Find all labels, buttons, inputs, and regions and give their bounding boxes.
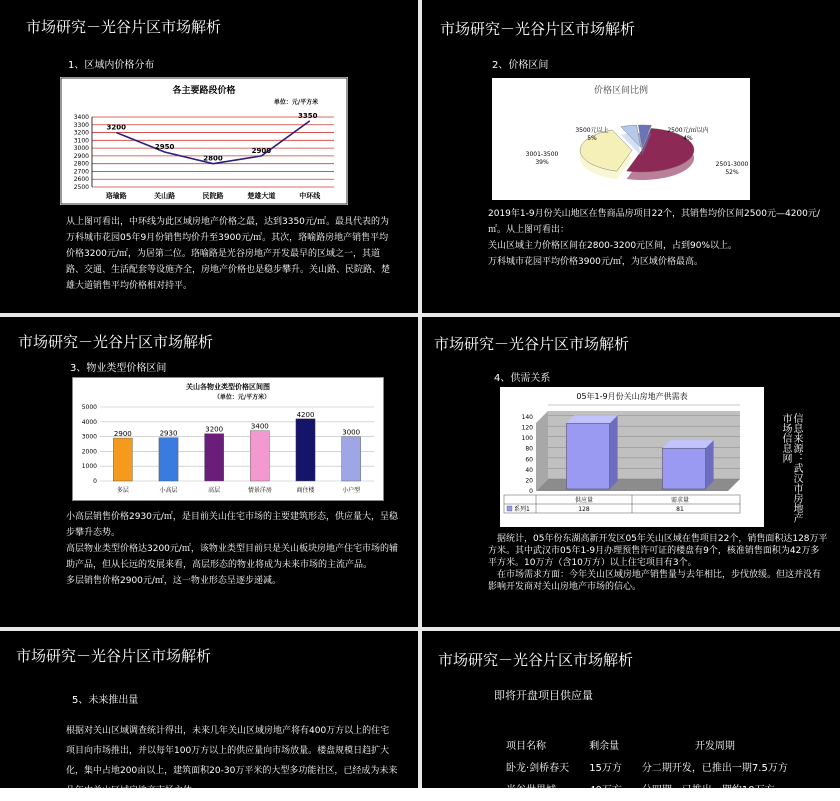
table-header-row (496, 733, 798, 755)
table-cell: 分二期开发，已推出一期7.5万方 (641, 762, 788, 774)
bar (342, 437, 361, 481)
y-tick-label: 3000 (73, 145, 89, 153)
supply-demand-chart (500, 387, 764, 527)
x-tick-label: 需求量 (670, 497, 690, 504)
slide-title: 市场研究－光谷片区市场解析 (18, 333, 214, 351)
data-label: 128 (578, 506, 590, 513)
chart-frame (61, 78, 347, 204)
body-line: 2019年1-9月份关山地区在售商品房项目22个，其销售均价区间2500元—4200元/㎡。从上图可看出： (488, 209, 820, 235)
body-line: 万科城市花园平均价格3900元/㎡，为区域价格最高。 (488, 257, 703, 267)
y-tick-label: 2600 (73, 176, 89, 184)
table-cell: 光谷世界城 (506, 784, 556, 796)
chart-title: 05年1-9月份关山房地产供需表 (576, 392, 688, 401)
body-line: 小高层销售价格2930元/㎡，是目前关山住宅市场的主要建筑形态，供应量大，呈稳步攀升态势。 (66, 512, 398, 538)
section-subtitle: 3、物业类型价格区间 (70, 363, 167, 374)
slice-label: 2500元/㎡以内 (667, 127, 709, 134)
bar (662, 448, 705, 489)
supply-table (496, 733, 798, 799)
x-tick-label: 中环线 (299, 192, 321, 200)
y-tick-label: 40 (525, 466, 533, 474)
x-tick-label: 楚雄大道 (247, 192, 276, 200)
slide-title: 市场研究－光谷片区市场解析 (16, 647, 212, 665)
slide-price-range[interactable] (422, 0, 840, 313)
legend-swatch (507, 506, 512, 511)
table-row (496, 755, 798, 777)
y-tick-label: 1000 (81, 463, 97, 471)
bar (250, 431, 269, 481)
y-tick-label: 5000 (81, 404, 97, 411)
y-tick-label: 4000 (81, 418, 97, 426)
y-tick-label: 20 (525, 477, 533, 485)
slide-price-distribution[interactable] (0, 0, 418, 313)
bar-top (566, 415, 617, 423)
table-cell: 卧龙·剑桥春天 (506, 762, 570, 774)
slice-percent: 39% (535, 159, 549, 166)
y-tick-label: 3000 (81, 433, 97, 441)
slice-percent: 4% (683, 135, 693, 142)
slide-title: 市场研究－光谷片区市场解析 (440, 20, 636, 38)
section-body: 从上图可看出，中环线为此区域房地产价格之最，达到3350元/㎡。最具代表的为万科城市花园05年9月份销售均价升至3900元/㎡。其次，珞喻路房地产销售平均价格3200元/㎡，为居第二位。珞喻路是光谷房地产开发最早的区域之一，其道路、交通、生活配套等设施齐全，房地产价格也是稳步攀升。关山路、民院路、楚雄大道销售平均价格相对持平。 (66, 217, 391, 291)
road-price-chart (60, 77, 348, 205)
slide-property-type[interactable] (0, 317, 418, 627)
data-label: 2900 (251, 146, 272, 155)
price-range-pie-chart (492, 78, 750, 200)
source-note: 信息来源：武汉市房地产市场信息网 (780, 413, 802, 523)
chart-title: 关山各物业类型价格区间图 (186, 383, 270, 391)
section-subtitle: 4、供需关系 (494, 373, 551, 384)
bar (566, 423, 609, 489)
property-type-chart (72, 377, 384, 501)
slide-future-supply[interactable] (0, 631, 418, 796)
section-subtitle: 1、区域内价格分布 (68, 60, 155, 71)
bar-side (610, 415, 618, 489)
table-cell: 15万方 (589, 762, 622, 774)
data-label: 3000 (342, 428, 361, 437)
supply-demand-bar-chart (500, 387, 764, 527)
x-tick-label: 珞瑜路 (105, 192, 127, 200)
data-label: 3350 (298, 111, 318, 120)
y-tick-label: 120 (521, 424, 533, 432)
y-tick-label: 2800 (73, 160, 89, 168)
data-label: 2950 (154, 143, 175, 151)
table-row (496, 777, 798, 799)
property-type-bar-chart (72, 377, 384, 501)
y-tick-label: 3100 (73, 137, 89, 145)
data-label: 3200 (106, 123, 126, 132)
chart-side-wall (536, 411, 548, 491)
y-tick-label: 2000 (81, 448, 97, 456)
slide-supply-demand[interactable] (422, 317, 840, 627)
slice-label: 2501-3000 (715, 161, 749, 168)
body-line: 多层销售价格2900元/㎡，这一物业形态呈逐步递减。 (66, 576, 281, 586)
table-header-cell: 项目名称 (506, 740, 546, 752)
x-tick-label: 多层 (116, 487, 129, 494)
y-tick-label: 3300 (73, 121, 89, 129)
section-subtitle: 5、未来推出量 (72, 695, 139, 706)
y-tick-label: 0 (93, 478, 97, 485)
slice-label: 3001-3500 (525, 151, 559, 158)
y-tick-label: 80 (525, 445, 533, 453)
data-label: 3400 (250, 422, 269, 431)
x-tick-label: 商住楼 (296, 487, 315, 494)
slide-title: 市场研究－光谷片区市场解析 (26, 18, 222, 36)
y-tick-label: 140 (521, 414, 533, 421)
body-line: 在市场需求方面：今年关山区域房地产销售量与去年相比，步伐放缓。但这并没有影响开发商对关山房地产市场的信心。 (488, 570, 822, 592)
y-tick-label: 2500 (73, 184, 89, 191)
chart-subtitle: （单位：元/平方米） (213, 394, 271, 401)
y-tick-label: 60 (525, 456, 533, 464)
slice-percent: 5% (587, 135, 597, 142)
x-tick-label: 高层 (208, 487, 221, 494)
data-label: 4200 (296, 410, 315, 419)
chart-subtitle: 单位：元/平方米 (273, 99, 319, 106)
slide-upcoming-projects[interactable] (422, 631, 840, 796)
chart-title: 各主要路段价格 (172, 86, 236, 96)
section-body (488, 533, 828, 593)
x-tick-label: 关山路 (154, 192, 176, 200)
slide-title: 市场研究－光谷片区市场解析 (438, 651, 634, 669)
bar-side (706, 440, 714, 489)
bar (113, 438, 132, 481)
bar (159, 438, 178, 481)
table-header-cell: 剩余量 (589, 740, 620, 752)
table-cell: 分四期，已推出一期约10万方 (641, 784, 775, 796)
section-body: 根据对关山区域调查统计得出，未来几年关山区域房地产将有400万方以上的住宅项目向市场推出，并以每年100万方以上的供应量向市场放量。楼盘规模日趋扩大化，集中占地200亩以上，建筑面积20-30万平米的大型多功能社区，已经成为未来几年内关山区域房地产市场主体。 (66, 726, 398, 796)
x-tick-label: 供应量 (574, 497, 594, 504)
y-tick-label: 100 (521, 435, 533, 443)
x-tick-label: 民院路 (202, 192, 224, 200)
data-label: 2800 (203, 154, 223, 163)
x-tick-label: 小户型 (342, 487, 361, 494)
bar-top (662, 440, 713, 448)
y-tick-label: 2900 (73, 152, 89, 160)
data-label: 2930 (159, 429, 178, 438)
y-tick-label: 0 (529, 488, 533, 495)
slide-title: 市场研究－光谷片区市场解析 (434, 335, 630, 353)
section-subtitle: 2、价格区间 (492, 60, 549, 71)
bar (296, 419, 315, 481)
slice-label: 3500元以上 (575, 127, 609, 134)
section-body (488, 206, 828, 270)
bar (205, 434, 224, 481)
y-tick-label: 3200 (73, 129, 89, 137)
x-tick-label: 小高层 (159, 487, 178, 494)
road-price-line-chart (60, 77, 348, 205)
x-tick-label: 情景洋房 (247, 487, 272, 494)
section-subtitle: 即将开盘项目供应量 (494, 689, 593, 702)
body-line: 高层物业类型价格达3200元/㎡，该物业类型目前只是关山板块房地产住宅市场的辅助产品，但从长远的发展来看，高层形态的物业将成为未来市场的主流产品。 (66, 544, 398, 570)
y-tick-label: 2700 (73, 168, 89, 176)
y-tick-label: 3400 (73, 114, 89, 121)
body-line: 关山区域主力价格区间在2800-3200元区间，占到90%以上。 (488, 241, 738, 251)
slice-percent: 52% (725, 169, 739, 176)
legend-label: 系列1 (514, 506, 530, 513)
data-label: 81 (676, 506, 684, 513)
section-body (66, 509, 402, 589)
chart-title: 价格区间比例 (593, 86, 649, 96)
table-cell: 40万方 (589, 784, 622, 796)
price-range-pie (492, 78, 750, 200)
data-label: 3200 (205, 425, 224, 434)
data-label: 2900 (113, 430, 132, 439)
table-header-cell: 开发周期 (694, 740, 735, 752)
body-line: 据统计，05年份东湖高新开发区05年关山区域在售项目22个，销售面积达128万平方米。其中武汉市05年1-9月办理预售许可证的楼盘有9个，核准销售面积为42万多平方米。10万方（含10万方）以上住宅项目有3个。 (488, 534, 828, 568)
